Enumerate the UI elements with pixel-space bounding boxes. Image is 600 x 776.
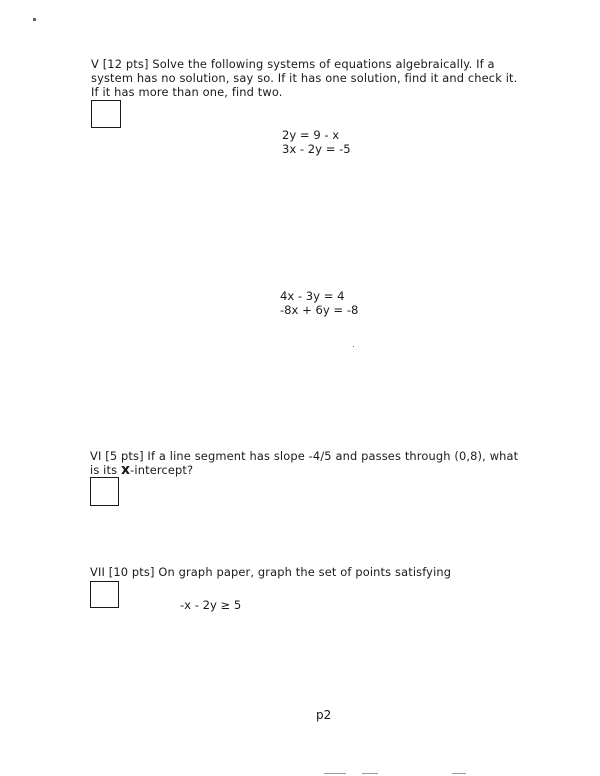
- system-1-equation-2: 3x - 2y = -5: [282, 142, 351, 156]
- page-number: p2: [316, 708, 332, 722]
- question-5-line-1: V [12 pts] Solve the following systems of equations algebraically. If a: [91, 57, 495, 71]
- inequality: -x - 2y ≥ 5: [180, 598, 242, 612]
- question-6-line-2-start: is its: [90, 463, 121, 477]
- system-2: [280, 289, 358, 317]
- scan-speck: [33, 18, 36, 21]
- system-2-equation-1: 4x - 3y = 4: [280, 289, 345, 303]
- question-7-text: [90, 565, 451, 579]
- question-5-text: [91, 57, 517, 99]
- question-7-line: VII [10 pts] On graph paper, graph the set of points satisfying: [90, 565, 452, 579]
- scan-speck: [362, 773, 378, 774]
- scan-speck: [324, 773, 346, 774]
- system-2-equation-2: -8x + 6y = -8: [280, 303, 359, 317]
- system-1: [282, 128, 351, 156]
- question-6-text: [90, 449, 518, 477]
- x-variable: x: [120, 462, 131, 478]
- scan-speck: [452, 773, 466, 774]
- question-5-line-3: If it has more than one, find two.: [91, 85, 283, 99]
- question-7-answer-box[interactable]: [90, 581, 119, 608]
- question-6-line-1: VI [5 pts] If a line segment has slope -4/5 and passes through (0,8), what: [90, 449, 519, 463]
- system-1-equation-1: 2y = 9 - x: [282, 128, 340, 142]
- question-6-line-2-end: -intercept?: [130, 463, 194, 477]
- scan-speck: [353, 346, 354, 347]
- question-5-answer-box[interactable]: [91, 100, 121, 128]
- question-6-line-2: [90, 463, 518, 477]
- question-6-answer-box[interactable]: [90, 477, 119, 506]
- question-5-line-2: system has no solution, say so. If it has one solution, find it and check it.: [91, 71, 518, 85]
